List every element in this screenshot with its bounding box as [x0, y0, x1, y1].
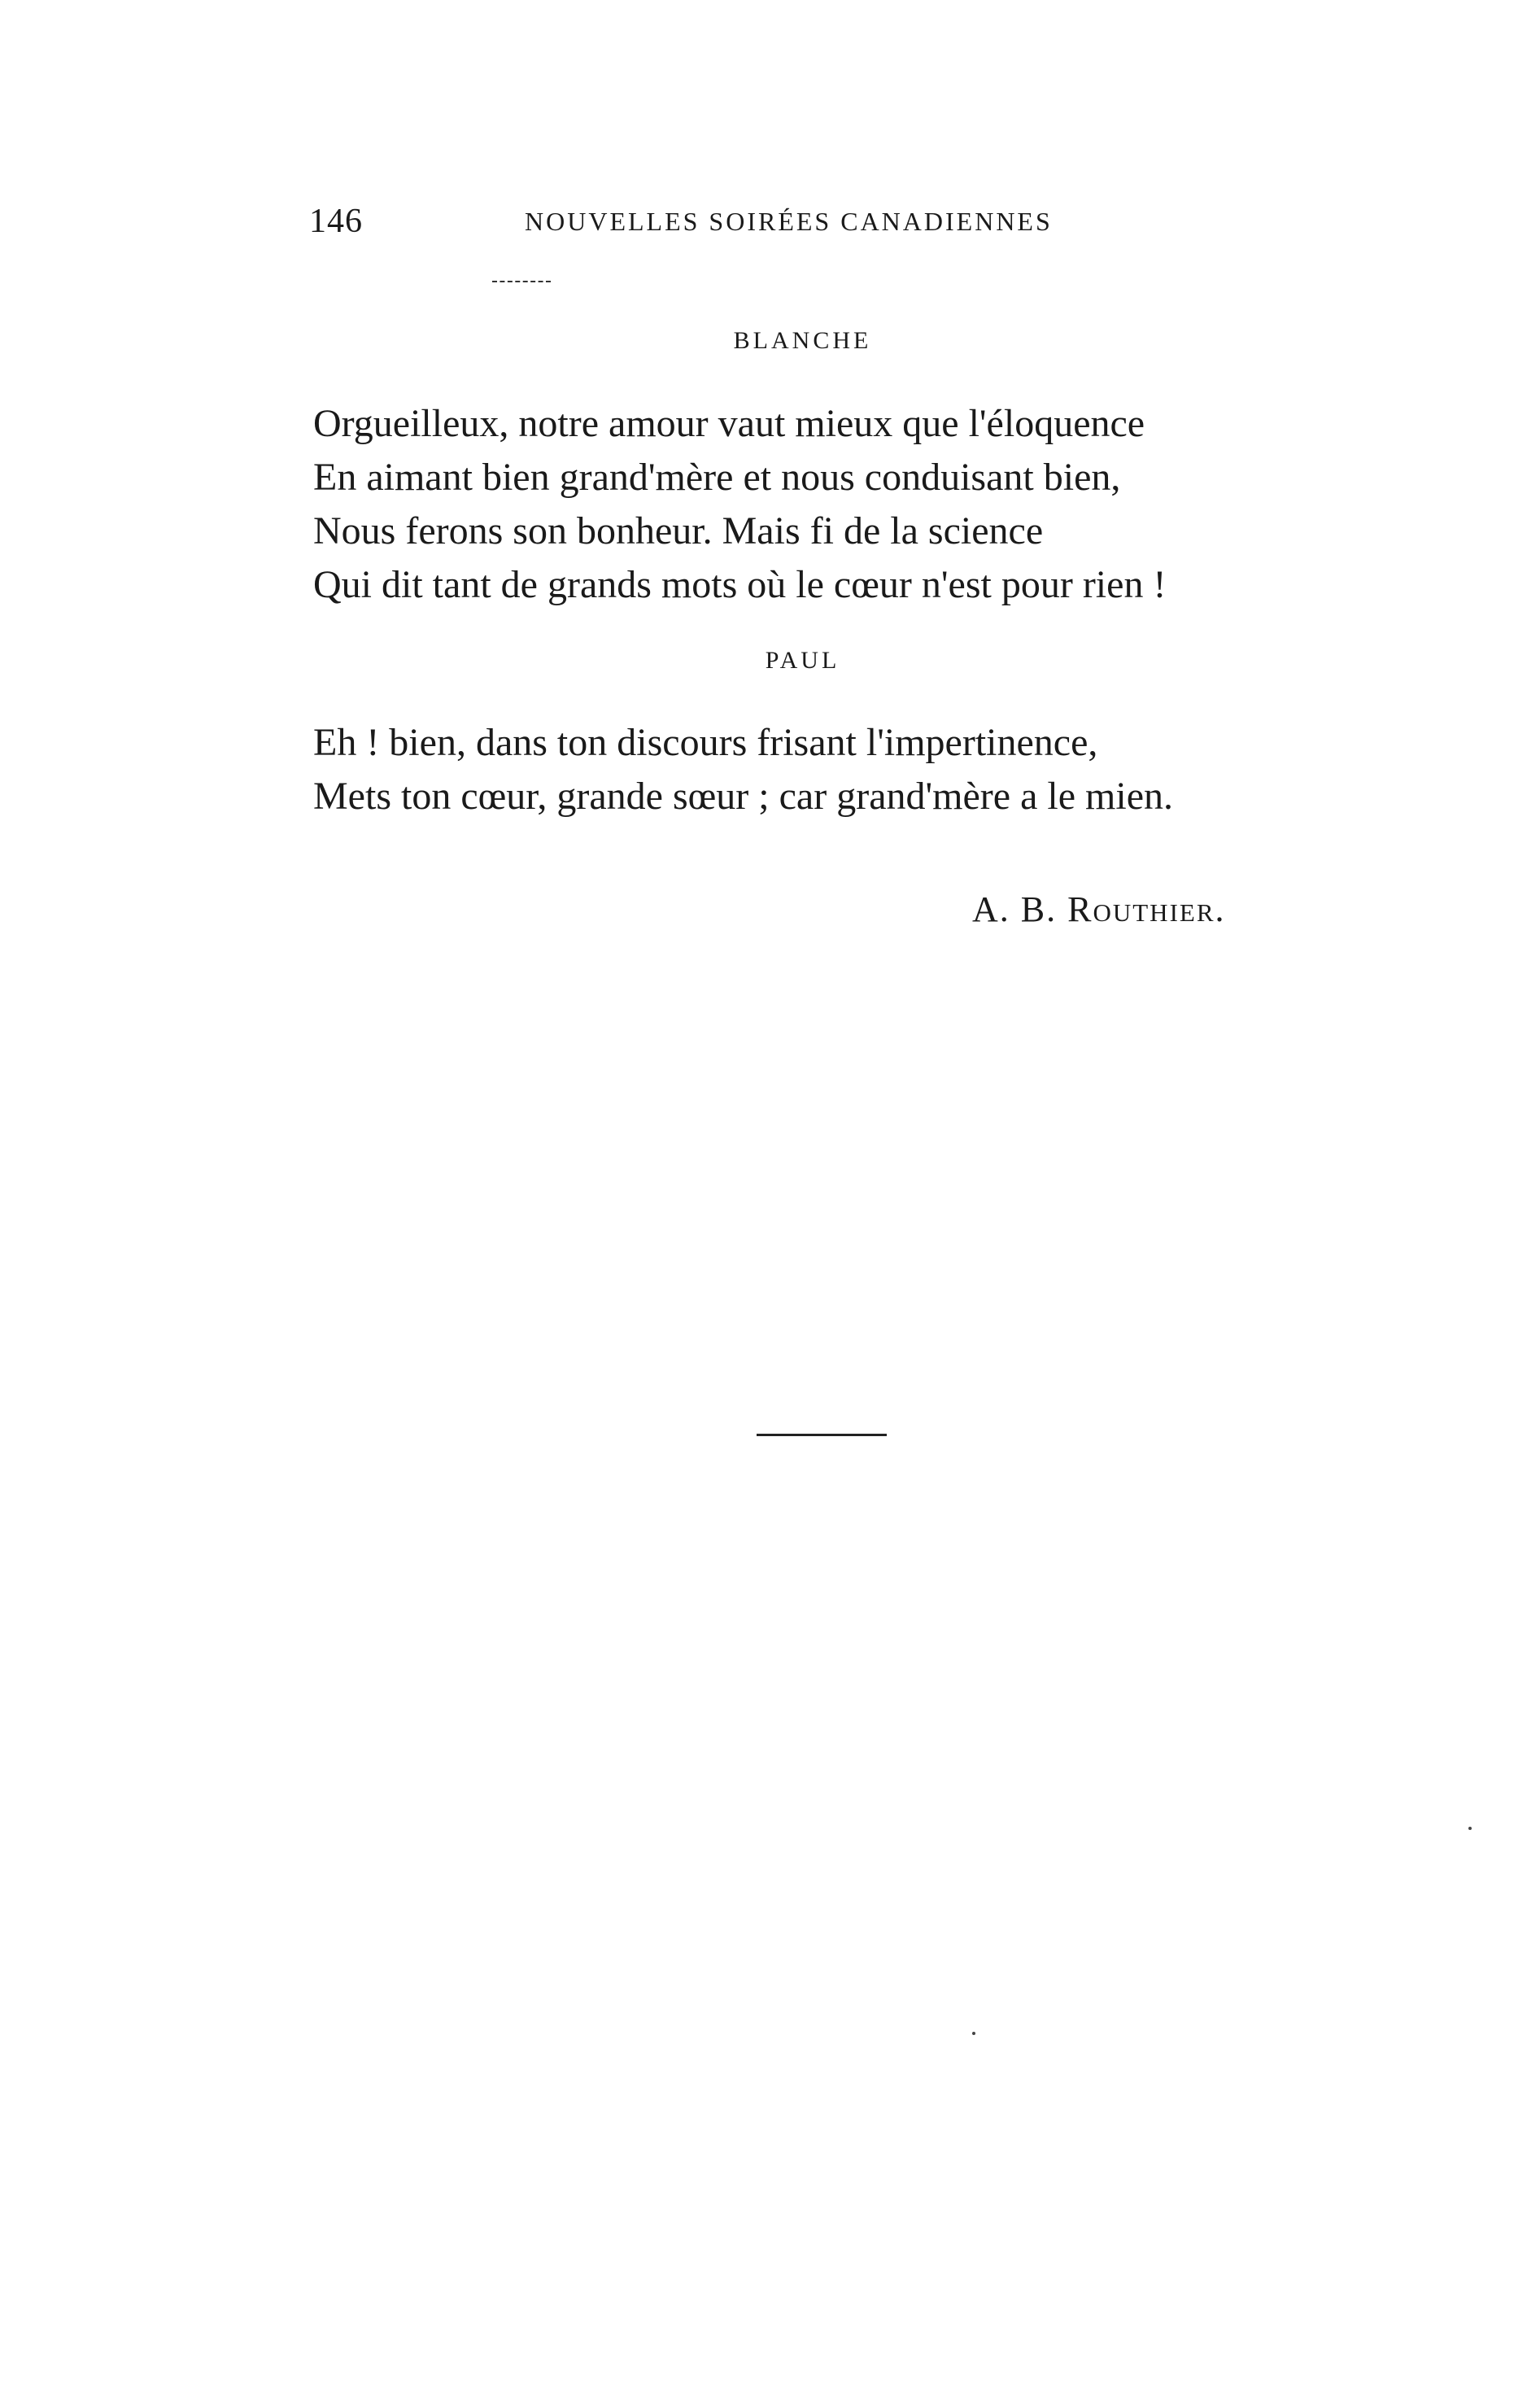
running-head — [309, 202, 1155, 251]
scan-speck — [972, 2032, 975, 2035]
verse-line: Orgueilleux, notre amour vaut mieux que l'éloquence — [313, 402, 1145, 445]
speaker-label-blanche: BLANCHE — [733, 327, 872, 354]
verse-line: Eh ! bien, dans ton discours frisant l'impertinence, — [313, 721, 1098, 764]
verse-block-blanche — [313, 397, 1371, 612]
page-number: 146 — [309, 203, 363, 240]
speaker-label-paul: PAUL — [765, 647, 840, 674]
verse-line: En aimant bien grand'mère et nous conduisant bien, — [313, 456, 1121, 499]
verse-block-paul — [313, 716, 1371, 823]
scan-speck — [1468, 1827, 1472, 1830]
verse-line: Qui dit tant de grands mots où le cœur n'est pour rien ! — [313, 563, 1167, 606]
author-signature: A. B. Routhier. — [972, 889, 1226, 929]
header-divider — [492, 281, 551, 282]
end-of-piece-rule — [757, 1434, 887, 1436]
verse-line: Mets ton cœur, grande sœur ; car grand'mère a le mien. — [313, 775, 1174, 818]
verse-line: Nous ferons son bonheur. Mais fi de la science — [313, 509, 1044, 552]
running-title: NOUVELLES SOIRÉES CANADIENNES — [525, 207, 1053, 236]
